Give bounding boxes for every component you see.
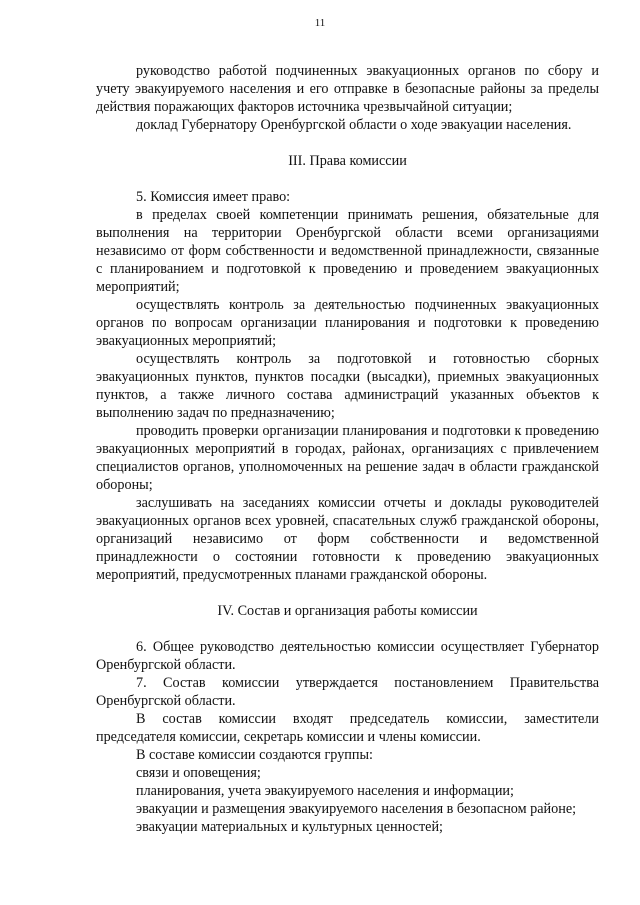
paragraph: В состав комиссии входят председатель комиссии, заместители председателя комиссии, секретарь комиссии и члены комиссии. [96,711,599,745]
spacer [96,134,599,152]
section-heading: IV. Состав и организация работы комиссии [217,603,478,619]
paragraph: осуществлять контроль за деятельностью подчиненных эвакуационных органов по вопросам организации планирования и подготовки к проведению эвакуационных мероприятий; [96,297,599,349]
spacer [96,584,599,602]
paragraph: руководство работой подчиненных эвакуационных органов по сбору и учету эвакуируемого населения и его отправке в безопасные районы за пределы действия поражающих факторов источника чрезвычайной ситуации; [96,63,599,115]
spacer [96,620,599,638]
paragraph: 6. Общее руководство деятельностью комиссии осуществляет Губернатор Оренбургской области. [96,639,599,673]
page-number: 11 [314,17,326,29]
paragraph: 5. Комиссия имеет право: [136,189,291,205]
paragraph: доклад Губернатору Оренбургской области о ходе эвакуации населения. [136,117,572,133]
paragraph: эвакуации и размещения эвакуируемого населения в безопасном районе; [136,801,577,817]
document-body [96,62,599,836]
paragraph: осуществлять контроль за подготовкой и готовностью сборных эвакуационных пунктов, пунктов посадки (высадки), приемных эвакуационных пунктов, а также личного состава администраций указанных объектов к выполнению задач по предназначению; [96,351,599,421]
paragraph: проводить проверки организации планирования и подготовки к проведению эвакуационных мероприятий в городах, районах, организациях с привлечением специалистов органов, уполномоченных на решение задач в области гражданской обороны; [96,423,599,493]
section-heading: III. Права комиссии [288,153,407,169]
paragraph: в пределах своей компетенции принимать решения, обязательные для выполнения на территории Оренбургской области всеми организациями независимо от форм собственности и ведомственной принадлежности, связанные с планированием и подготовкой к проведению и проведением эвакуационных мероприятий; [96,207,599,295]
spacer [96,170,599,188]
paragraph: заслушивать на заседаниях комиссии отчеты и доклады руководителей эвакуационных органов всех уровней, спасательных служб гражданской обороны, организаций независимо от форм собственности и ведомственной принадлежности о состоянии готовности к проведению эвакуационных мероприятий, предусмотренных планами гражданской обороны. [96,495,599,583]
paragraph: 7. Состав комиссии утверждается постановлением Правительства Оренбургской области. [96,675,599,709]
paragraph: связи и оповещения; [136,765,261,781]
paragraph: планирования, учета эвакуируемого населения и информации; [136,783,514,799]
paragraph: эвакуации материальных и культурных ценностей; [136,819,443,835]
paragraph: В составе комиссии создаются группы: [136,747,373,763]
